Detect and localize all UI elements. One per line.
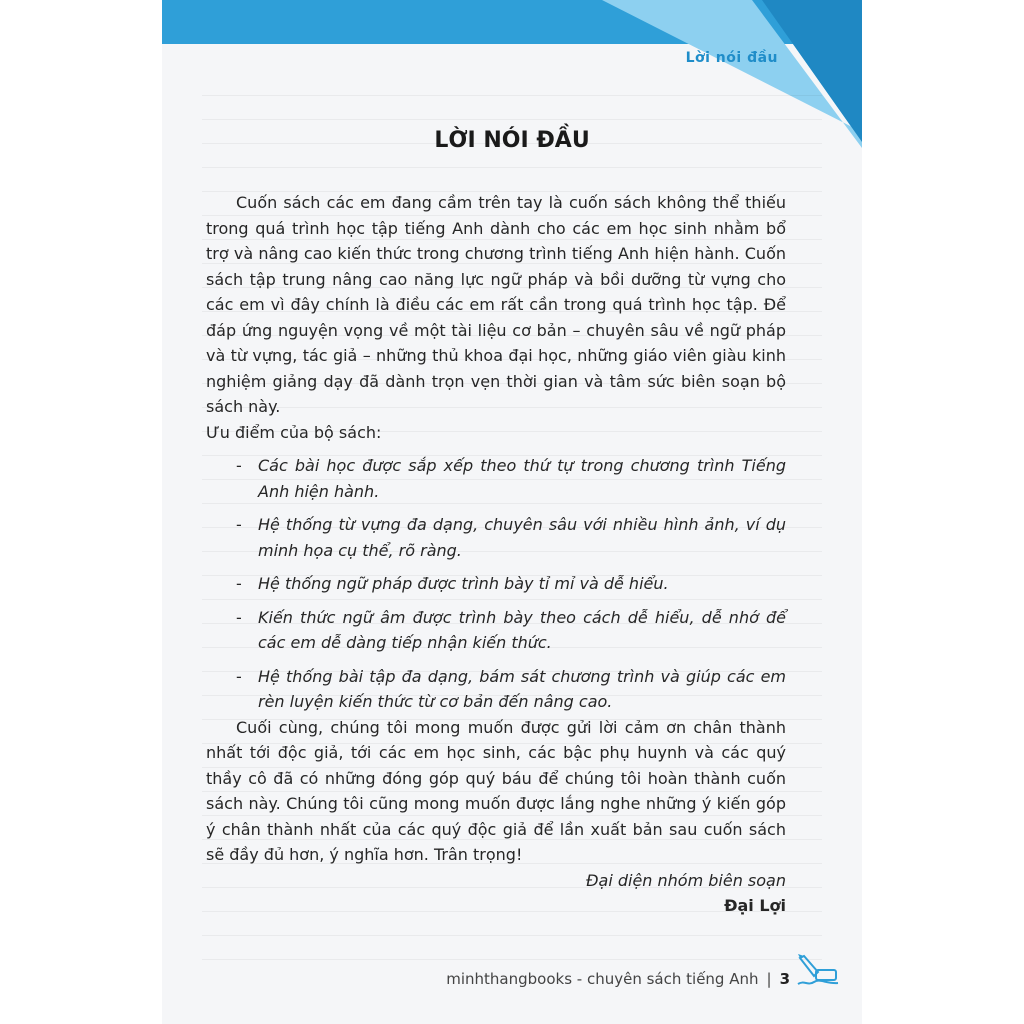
- intro-paragraph: Cuốn sách các em đang cầm trên tay là cuốn sách không thể thiếu trong quá trình học tập tiếng Anh dành cho các em học sinh nhằm bổ trợ và nâng cao kiến thức trong chương trình tiếng Anh hiện hành. Cuốn sách tập trung nâng cao năng lực ngữ pháp và bồi dưỡng từ vựng cho các em vì đây chính là điều các em rất cần trong quá trình học tập. Để đáp ứng nguyện vọng về một tài liệu cơ bản – chuyên sâu về ngữ pháp và từ vựng, tác giả – những thủ khoa đại học, những giáo viên giàu kinh nghiệm giảng dạy đã dành trọn vẹn thời gian và tâm sức biên soạn bộ sách này.: [206, 193, 786, 416]
- document-page: [162, 0, 862, 1024]
- bullet-dash: -: [236, 607, 242, 627]
- advantage-text: Các bài học được sắp xếp theo thứ tự trong chương trình Tiếng Anh hiện hành.: [258, 456, 786, 501]
- advantage-text: Kiến thức ngữ âm được trình bày theo cách dễ hiểu, dễ nhớ để các em dễ dàng tiếp nhận kiến thức.: [258, 607, 786, 652]
- preface-body: [206, 190, 786, 919]
- page-footer: [446, 970, 790, 988]
- page-title: LỜI NÓI ĐẦU: [434, 128, 590, 153]
- list-item: [206, 664, 786, 715]
- advantages-label: Ưu điểm của bộ sách:: [206, 422, 382, 442]
- section-header-label: Lời nói đầu: [685, 50, 778, 66]
- page-number: 3: [779, 970, 790, 988]
- advantages-list: [206, 453, 786, 715]
- bullet-dash: -: [236, 574, 242, 593]
- footer-separator: |: [766, 970, 772, 988]
- list-item: [206, 453, 786, 504]
- list-item: [206, 571, 786, 597]
- footer-publisher: minhthangbooks - chuyên sách tiếng Anh: [446, 970, 759, 988]
- signature-line: Đại diện nhóm biên soạn: [586, 870, 786, 890]
- list-item: [206, 512, 786, 563]
- bullet-dash: -: [236, 515, 242, 534]
- list-item: [206, 605, 786, 656]
- author-name: Đại Lợi: [724, 896, 786, 915]
- pen-writing-icon: [794, 950, 842, 990]
- advantage-text: Hệ thống ngữ pháp được trình bày tỉ mỉ và dễ hiểu.: [258, 574, 669, 593]
- closing-paragraph: Cuối cùng, chúng tôi mong muốn được gửi lời cảm ơn chân thành nhất tới độc giả, tới các em học sinh, các bậc phụ huynh và các quý thầy cô đã có những đóng góp quý báu để chúng tôi hoàn thành cuốn sách này. Chúng tôi cũng mong muốn được lắng nghe những ý kiến góp ý chân thành nhất của các quý độc giả để lần xuất bản sau cuốn sách sẽ đầy đủ hơn, ý nghĩa hơn. Trân trọng!: [206, 717, 786, 864]
- bullet-dash: -: [236, 456, 242, 475]
- advantage-text: Hệ thống bài tập đa dạng, bám sát chương trình và giúp các em rèn luyện kiến thức từ cơ bản đến nâng cao.: [258, 666, 786, 711]
- advantage-text: Hệ thống từ vựng đa dạng, chuyên sâu với nhiều hình ảnh, ví dụ minh họa cụ thể, rõ ràng.: [258, 515, 786, 560]
- bullet-dash: -: [236, 666, 242, 686]
